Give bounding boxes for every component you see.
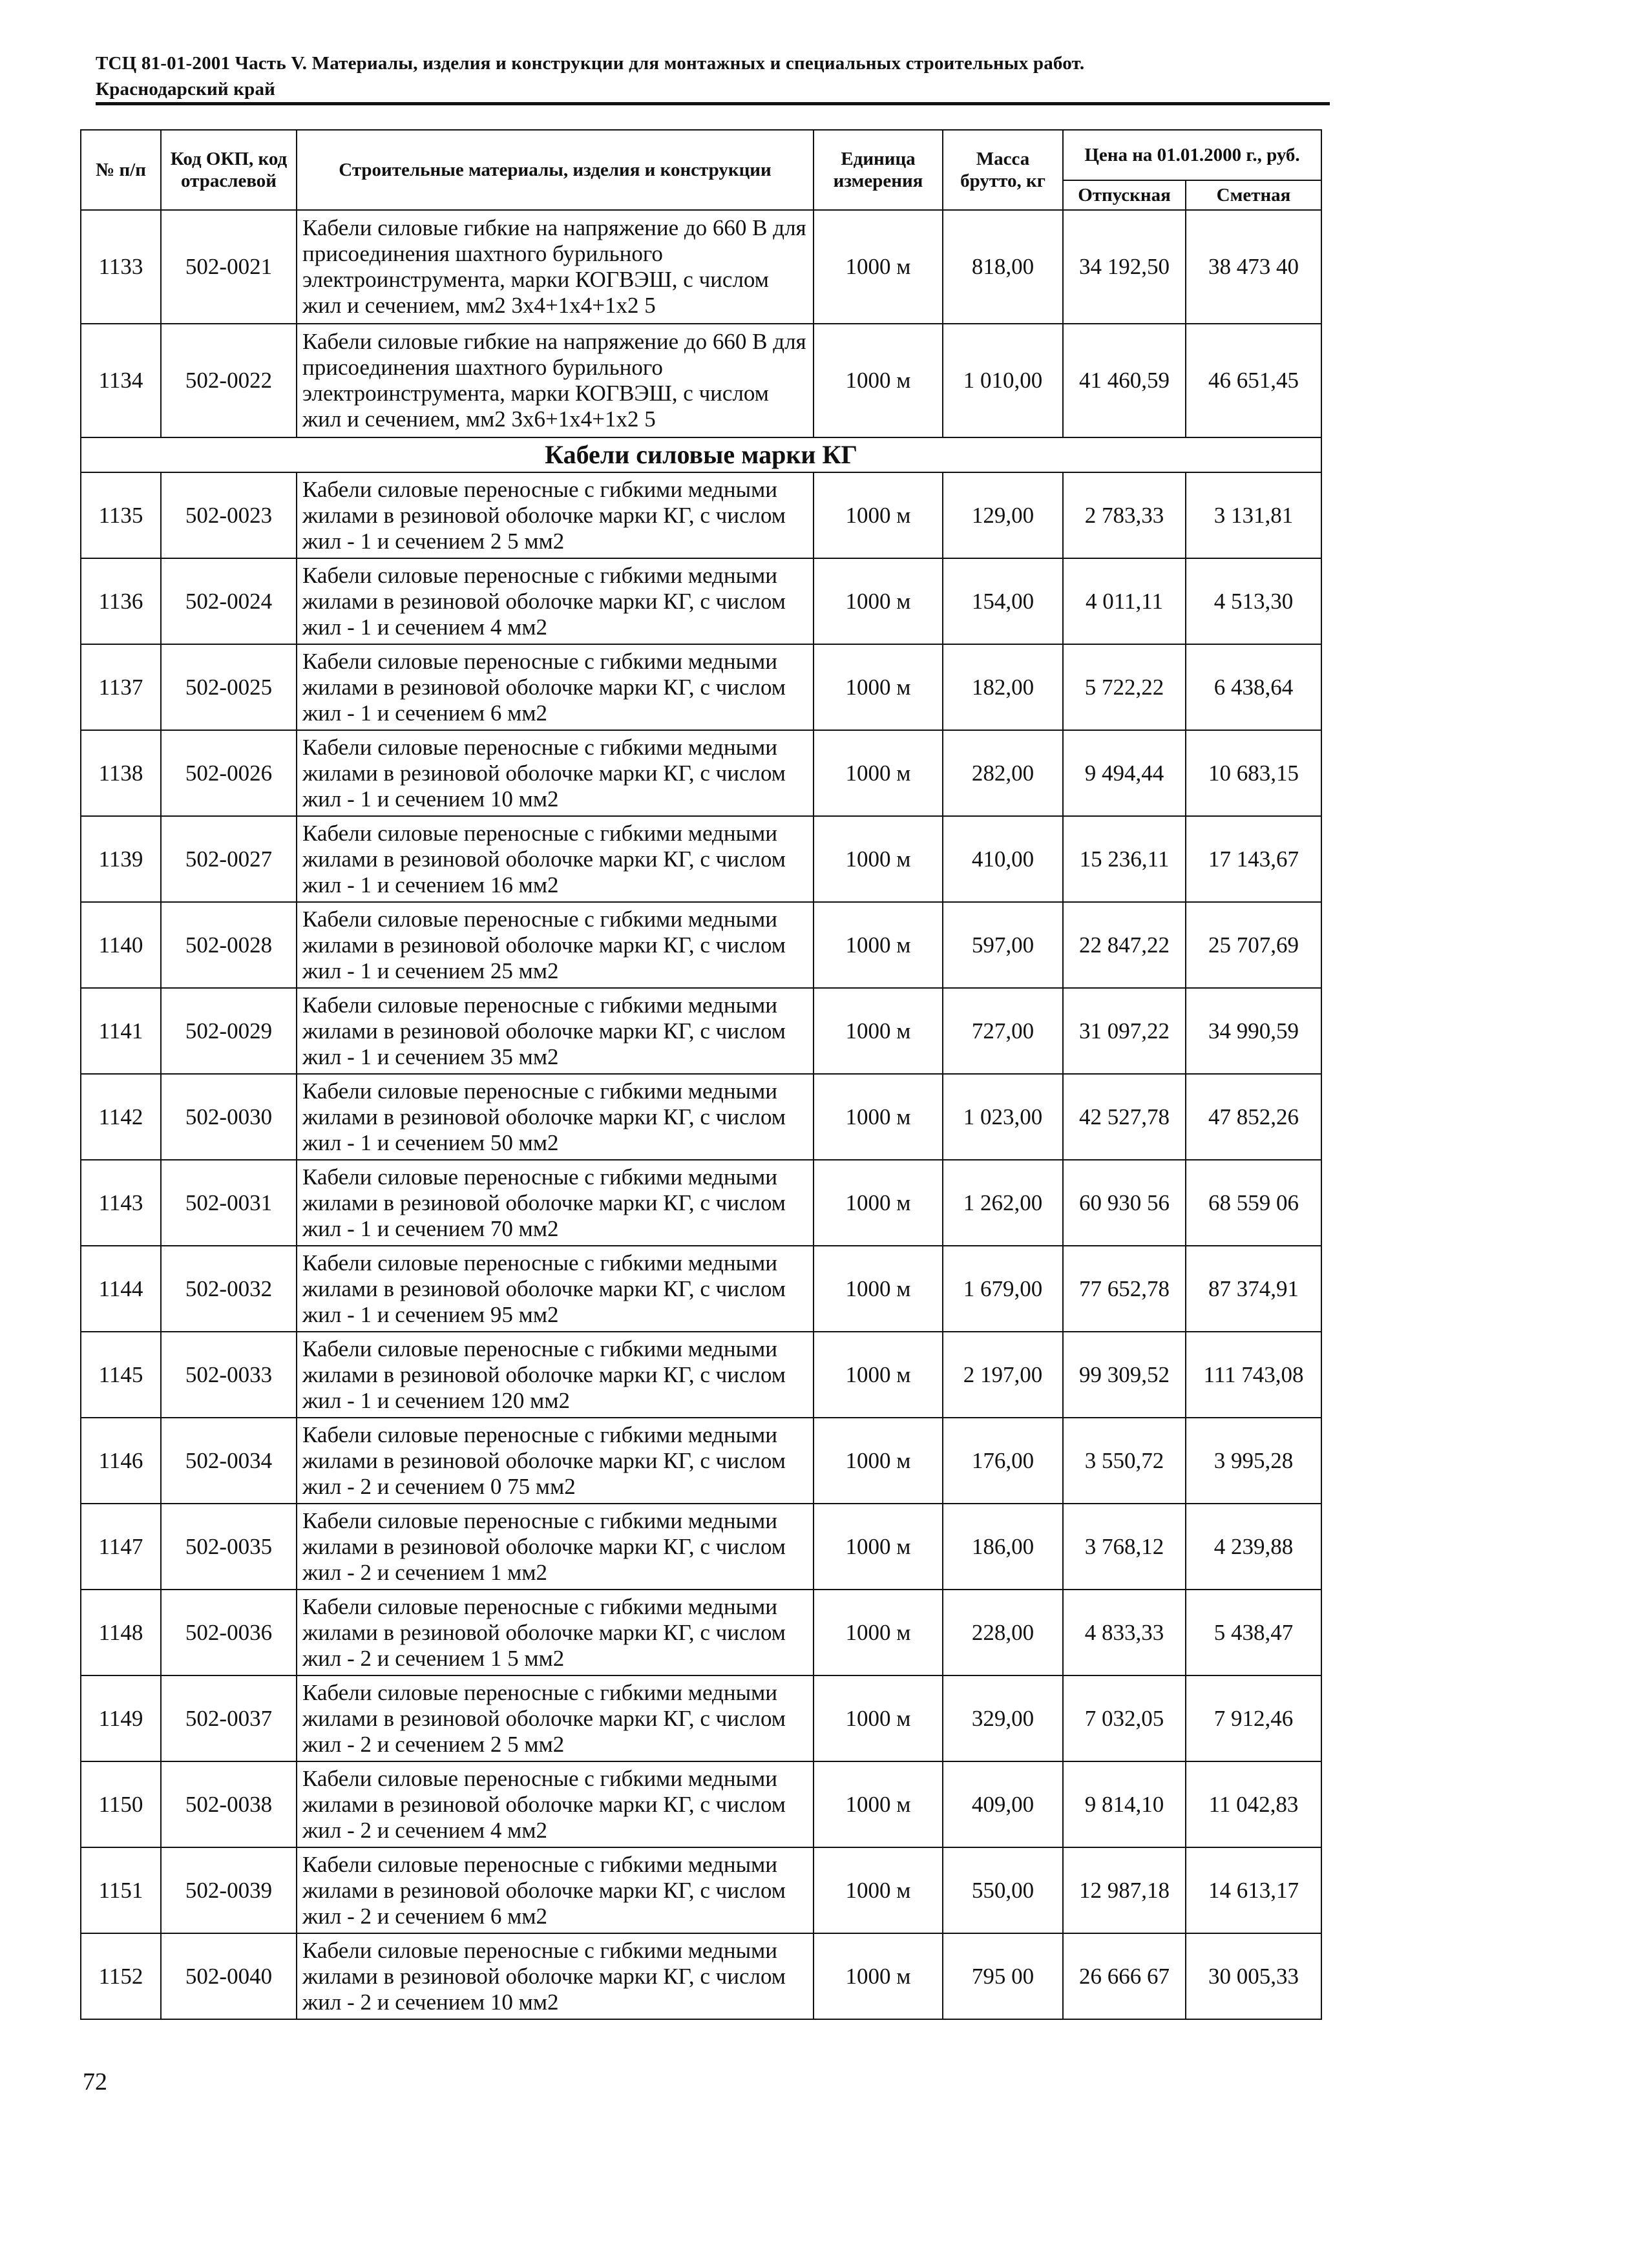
- row-description: Кабели силовые переносные с гибкими медными жилами в резиновой оболочке марки КГ, с числом жил - 2 и сечением 1 мм2: [297, 1504, 814, 1590]
- row-estimate-price: 7 912,46: [1186, 1675, 1321, 1761]
- row-mass: 818,00: [943, 210, 1063, 324]
- table-row: [81, 988, 1321, 1074]
- header-divider: [96, 102, 1330, 105]
- col-header-num: № п/п: [81, 130, 161, 210]
- row-num: 1151: [81, 1847, 161, 1933]
- row-num: 1144: [81, 1246, 161, 1332]
- row-code: 502-0022: [161, 324, 297, 437]
- section-title: Кабели силовые марки КГ: [81, 437, 1321, 472]
- page-number: 72: [83, 2068, 107, 2095]
- row-release-price: 9 814,10: [1063, 1761, 1186, 1847]
- row-code: 502-0032: [161, 1246, 297, 1332]
- row-num: 1139: [81, 816, 161, 902]
- row-description: Кабели силовые переносные с гибкими медными жилами в резиновой оболочке марки КГ, с числом жил - 2 и сечением 4 мм2: [297, 1761, 814, 1847]
- row-num: 1137: [81, 644, 161, 730]
- table-header: [81, 130, 1321, 210]
- row-unit: 1000 м: [814, 1160, 943, 1246]
- row-mass: 597,00: [943, 902, 1063, 988]
- row-estimate-price: 4 239,88: [1186, 1504, 1321, 1590]
- row-mass: 182,00: [943, 644, 1063, 730]
- row-estimate-price: 34 990,59: [1186, 988, 1321, 1074]
- table-row: [81, 730, 1321, 816]
- row-description: Кабели силовые переносные с гибкими медными жилами в резиновой оболочке марки КГ, с числом жил - 2 и сечением 6 мм2: [297, 1847, 814, 1933]
- row-unit: 1000 м: [814, 472, 943, 558]
- row-code: 502-0037: [161, 1675, 297, 1761]
- row-num: 1142: [81, 1074, 161, 1160]
- row-code: 502-0030: [161, 1074, 297, 1160]
- table-row: [81, 324, 1321, 437]
- row-release-price: 60 930 56: [1063, 1160, 1186, 1246]
- row-description: Кабели силовые гибкие на напряжение до 660 В для присоединения шахтного бурильного электроинструмента, марки КОГВЭШ, с числом жил и сечением, мм2 3х4+1х4+1х2 5: [297, 210, 814, 324]
- row-unit: 1000 м: [814, 1590, 943, 1675]
- row-code: 502-0034: [161, 1418, 297, 1504]
- row-code: 502-0023: [161, 472, 297, 558]
- row-release-price: 34 192,50: [1063, 210, 1186, 324]
- row-release-price: 77 652,78: [1063, 1246, 1186, 1332]
- table-row: [81, 472, 1321, 558]
- row-estimate-price: 38 473 40: [1186, 210, 1321, 324]
- table-row: [81, 1332, 1321, 1418]
- row-description: Кабели силовые переносные с гибкими медными жилами в резиновой оболочке марки КГ, с числом жил - 1 и сечением 10 мм2: [297, 730, 814, 816]
- row-estimate-price: 68 559 06: [1186, 1160, 1321, 1246]
- row-mass: 154,00: [943, 558, 1063, 644]
- header-title: ТСЦ 81-01-2001 Часть V. Материалы, изделия и конструкции для монтажных и специальных строительных работ.: [96, 53, 1085, 74]
- row-release-price: 15 236,11: [1063, 816, 1186, 902]
- row-code: 502-0039: [161, 1847, 297, 1933]
- row-mass: 329,00: [943, 1675, 1063, 1761]
- table-row: [81, 1847, 1321, 1933]
- row-description: Кабели силовые переносные с гибкими медными жилами в резиновой оболочке марки КГ, с числом жил - 1 и сечением 50 мм2: [297, 1074, 814, 1160]
- table-row: [81, 210, 1321, 324]
- row-num: 1135: [81, 472, 161, 558]
- row-release-price: 42 527,78: [1063, 1074, 1186, 1160]
- row-unit: 1000 м: [814, 210, 943, 324]
- row-num: 1136: [81, 558, 161, 644]
- row-num: 1150: [81, 1761, 161, 1847]
- row-mass: 1 679,00: [943, 1246, 1063, 1332]
- row-unit: 1000 м: [814, 1675, 943, 1761]
- row-release-price: 5 722,22: [1063, 644, 1186, 730]
- row-mass: 176,00: [943, 1418, 1063, 1504]
- row-unit: 1000 м: [814, 558, 943, 644]
- row-description: Кабели силовые переносные с гибкими медными жилами в резиновой оболочке марки КГ, с числом жил - 1 и сечением 4 мм2: [297, 558, 814, 644]
- row-mass: 228,00: [943, 1590, 1063, 1675]
- row-mass: 186,00: [943, 1504, 1063, 1590]
- row-description: Кабели силовые переносные с гибкими медными жилами в резиновой оболочке марки КГ, с числом жил - 1 и сечением 6 мм2: [297, 644, 814, 730]
- row-code: 502-0024: [161, 558, 297, 644]
- row-release-price: 41 460,59: [1063, 324, 1186, 437]
- row-estimate-price: 6 438,64: [1186, 644, 1321, 730]
- table-row: [81, 644, 1321, 730]
- table-row: [81, 1074, 1321, 1160]
- row-code: 502-0029: [161, 988, 297, 1074]
- header-region: Краснодарский край: [96, 79, 276, 100]
- table-row: [81, 1160, 1321, 1246]
- row-description: Кабели силовые гибкие на напряжение до 660 В для присоединения шахтного бурильного электроинструмента, марки КОГВЭШ, с числом жил и сечением, мм2 3х6+1х4+1х2 5: [297, 324, 814, 437]
- row-num: 1134: [81, 324, 161, 437]
- row-release-price: 3 550,72: [1063, 1418, 1186, 1504]
- row-unit: 1000 м: [814, 644, 943, 730]
- table-row: [81, 1761, 1321, 1847]
- row-code: 502-0035: [161, 1504, 297, 1590]
- row-unit: 1000 м: [814, 1246, 943, 1332]
- row-num: 1147: [81, 1504, 161, 1590]
- row-mass: 409,00: [943, 1761, 1063, 1847]
- row-estimate-price: 17 143,67: [1186, 816, 1321, 902]
- row-code: 502-0040: [161, 1933, 297, 2019]
- col-header-estimate-price: Сметная: [1186, 180, 1321, 210]
- row-mass: 1 262,00: [943, 1160, 1063, 1246]
- row-release-price: 4 011,11: [1063, 558, 1186, 644]
- row-num: 1133: [81, 210, 161, 324]
- row-estimate-price: 87 374,91: [1186, 1246, 1321, 1332]
- row-estimate-price: 25 707,69: [1186, 902, 1321, 988]
- table-row: [81, 1246, 1321, 1332]
- row-unit: 1000 м: [814, 1504, 943, 1590]
- row-release-price: 4 833,33: [1063, 1590, 1186, 1675]
- row-num: 1149: [81, 1675, 161, 1761]
- row-unit: 1000 м: [814, 324, 943, 437]
- row-unit: 1000 м: [814, 730, 943, 816]
- row-mass: 727,00: [943, 988, 1063, 1074]
- row-release-price: 22 847,22: [1063, 902, 1186, 988]
- row-release-price: 3 768,12: [1063, 1504, 1186, 1590]
- row-estimate-price: 3 995,28: [1186, 1418, 1321, 1504]
- row-unit: 1000 м: [814, 1418, 943, 1504]
- row-unit: 1000 м: [814, 1074, 943, 1160]
- row-mass: 795 00: [943, 1933, 1063, 2019]
- row-unit: 1000 м: [814, 902, 943, 988]
- row-description: Кабели силовые переносные с гибкими медными жилами в резиновой оболочке марки КГ, с числом жил - 2 и сечением 2 5 мм2: [297, 1675, 814, 1761]
- row-unit: 1000 м: [814, 1847, 943, 1933]
- row-code: 502-0027: [161, 816, 297, 902]
- row-release-price: 7 032,05: [1063, 1675, 1186, 1761]
- row-estimate-price: 14 613,17: [1186, 1847, 1321, 1933]
- row-unit: 1000 м: [814, 988, 943, 1074]
- row-unit: 1000 м: [814, 1332, 943, 1418]
- row-code: 502-0021: [161, 210, 297, 324]
- row-estimate-price: 4 513,30: [1186, 558, 1321, 644]
- row-num: 1143: [81, 1160, 161, 1246]
- table-row: [81, 1933, 1321, 2019]
- row-code: 502-0038: [161, 1761, 297, 1847]
- table-row: [81, 1590, 1321, 1675]
- table-row: [81, 1418, 1321, 1504]
- row-num: 1145: [81, 1332, 161, 1418]
- row-code: 502-0028: [161, 902, 297, 988]
- row-unit: 1000 м: [814, 816, 943, 902]
- row-release-price: 26 666 67: [1063, 1933, 1186, 2019]
- row-code: 502-0036: [161, 1590, 297, 1675]
- row-num: 1152: [81, 1933, 161, 2019]
- row-code: 502-0025: [161, 644, 297, 730]
- row-description: Кабели силовые переносные с гибкими медными жилами в резиновой оболочке марки КГ, с числом жил - 1 и сечением 120 мм2: [297, 1332, 814, 1418]
- row-release-price: 99 309,52: [1063, 1332, 1186, 1418]
- section-row: [81, 437, 1321, 472]
- row-estimate-price: 5 438,47: [1186, 1590, 1321, 1675]
- table-row: [81, 902, 1321, 988]
- row-description: Кабели силовые переносные с гибкими медными жилами в резиновой оболочке марки КГ, с числом жил - 1 и сечением 95 мм2: [297, 1246, 814, 1332]
- col-header-unit: Единица измерения: [814, 130, 943, 210]
- row-mass: 282,00: [943, 730, 1063, 816]
- row-mass: 550,00: [943, 1847, 1063, 1933]
- row-num: 1141: [81, 988, 161, 1074]
- row-estimate-price: 11 042,83: [1186, 1761, 1321, 1847]
- row-mass: 129,00: [943, 472, 1063, 558]
- table-row: [81, 816, 1321, 902]
- row-description: Кабели силовые переносные с гибкими медными жилами в резиновой оболочке марки КГ, с числом жил - 1 и сечением 2 5 мм2: [297, 472, 814, 558]
- row-code: 502-0026: [161, 730, 297, 816]
- table-body: [81, 210, 1321, 2019]
- page-header: [96, 50, 1330, 102]
- row-unit: 1000 м: [814, 1761, 943, 1847]
- row-mass: 2 197,00: [943, 1332, 1063, 1418]
- table-row: [81, 1675, 1321, 1761]
- row-mass: 410,00: [943, 816, 1063, 902]
- row-num: 1148: [81, 1590, 161, 1675]
- price-table: [80, 129, 1322, 2020]
- table-row: [81, 1504, 1321, 1590]
- row-mass: 1 010,00: [943, 324, 1063, 437]
- row-num: 1138: [81, 730, 161, 816]
- row-description: Кабели силовые переносные с гибкими медными жилами в резиновой оболочке марки КГ, с числом жил - 1 и сечением 70 мм2: [297, 1160, 814, 1246]
- row-estimate-price: 47 852,26: [1186, 1074, 1321, 1160]
- row-release-price: 9 494,44: [1063, 730, 1186, 816]
- row-description: Кабели силовые переносные с гибкими медными жилами в резиновой оболочке марки КГ, с числом жил - 1 и сечением 16 мм2: [297, 816, 814, 902]
- row-num: 1140: [81, 902, 161, 988]
- row-description: Кабели силовые переносные с гибкими медными жилами в резиновой оболочке марки КГ, с числом жил - 2 и сечением 10 мм2: [297, 1933, 814, 2019]
- row-release-price: 2 783,33: [1063, 472, 1186, 558]
- row-description: Кабели силовые переносные с гибкими медными жилами в резиновой оболочке марки КГ, с числом жил - 1 и сечением 25 мм2: [297, 902, 814, 988]
- row-code: 502-0031: [161, 1160, 297, 1246]
- col-header-mass: Масса брутто, кг: [943, 130, 1063, 210]
- row-estimate-price: 46 651,45: [1186, 324, 1321, 437]
- row-code: 502-0033: [161, 1332, 297, 1418]
- row-num: 1146: [81, 1418, 161, 1504]
- row-unit: 1000 м: [814, 1933, 943, 2019]
- row-estimate-price: 111 743,08: [1186, 1332, 1321, 1418]
- row-release-price: 12 987,18: [1063, 1847, 1186, 1933]
- row-description: Кабели силовые переносные с гибкими медными жилами в резиновой оболочке марки КГ, с числом жил - 2 и сечением 1 5 мм2: [297, 1590, 814, 1675]
- col-header-price-group: Цена на 01.01.2000 г., руб.: [1063, 130, 1321, 180]
- col-header-name: Строительные материалы, изделия и конструкции: [297, 130, 814, 210]
- row-description: Кабели силовые переносные с гибкими медными жилами в резиновой оболочке марки КГ, с числом жил - 2 и сечением 0 75 мм2: [297, 1418, 814, 1504]
- table-row: [81, 558, 1321, 644]
- row-description: Кабели силовые переносные с гибкими медными жилами в резиновой оболочке марки КГ, с числом жил - 1 и сечением 35 мм2: [297, 988, 814, 1074]
- col-header-release-price: Отпускная: [1063, 180, 1186, 210]
- col-header-code: Код ОКП, код отраслевой: [161, 130, 297, 210]
- row-estimate-price: 10 683,15: [1186, 730, 1321, 816]
- row-estimate-price: 3 131,81: [1186, 472, 1321, 558]
- row-release-price: 31 097,22: [1063, 988, 1186, 1074]
- row-estimate-price: 30 005,33: [1186, 1933, 1321, 2019]
- row-mass: 1 023,00: [943, 1074, 1063, 1160]
